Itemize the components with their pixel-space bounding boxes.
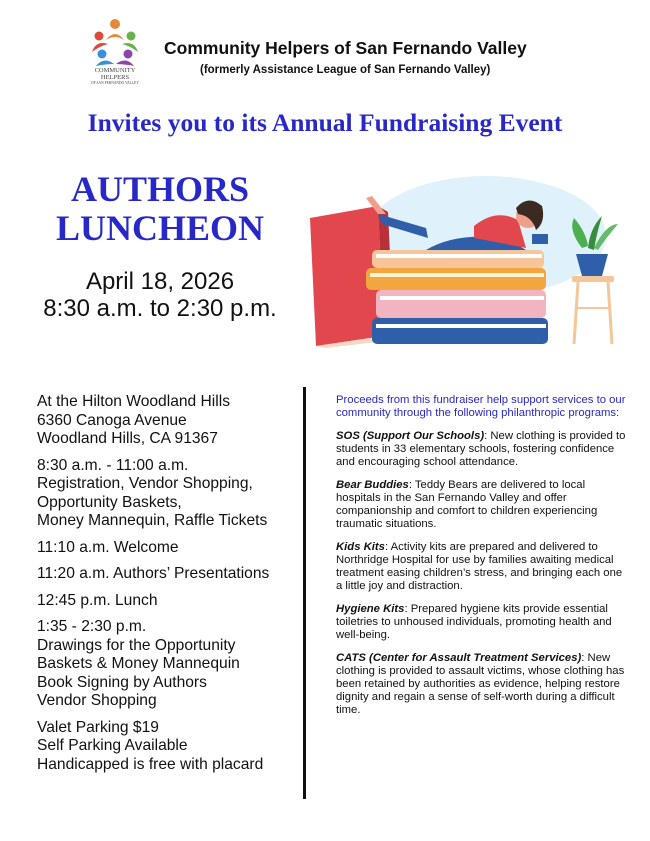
schedule-line: Registration, Vendor Shopping, — [37, 475, 253, 492]
location-block — [37, 393, 299, 449]
program-item — [336, 541, 626, 593]
organization-former-name: (formerly Assistance League of San Fernando Valley) — [200, 64, 491, 76]
schedule-line: 11:20 a.m. Authors’ Presentations — [37, 565, 270, 582]
event-title-line-1: AUTHORS — [70, 169, 250, 209]
schedule-line: Vendor Shopping — [37, 692, 157, 709]
column-divider — [303, 387, 306, 799]
schedule-block — [37, 618, 299, 711]
schedule-line: 12:45 p.m. Lunch — [37, 591, 158, 609]
program-description: : Teddy Bears are delivered to local hospitals in the San Fernando Valley and offer companionship and comfort to children experiencing traumatic situations. — [336, 479, 598, 530]
schedule-line: Baskets & Money Mannequin — [37, 655, 240, 672]
event-date: April 18, 2026 — [85, 268, 235, 295]
program-description: : Prepared hygiene kits provide essential toiletries to unhoused individuals, promoting health and well-being. — [336, 603, 612, 641]
event-title — [20, 170, 300, 248]
program-description: : Activity kits are prepared and delivered to Northridge Hospital for use by families awaiting medical treatment easing children’s stress, and bringing each one a little joy and distraction. — [336, 541, 623, 592]
parking-line: Handicapped is free with placard — [37, 755, 264, 773]
event-details — [37, 393, 299, 782]
schedule-block — [37, 539, 299, 558]
program-item — [336, 652, 626, 717]
program-item — [336, 479, 626, 531]
event-title-line-2: LUNCHEON — [55, 208, 265, 248]
invite-line: Invites you to its Annual Fundraising Event — [87, 108, 563, 137]
schedule-line: Opportunity Baskets, — [37, 493, 182, 511]
program-name: SOS (Support Our Schools) — [336, 430, 485, 442]
logo-name: COMMUNITY HELPERS — [94, 67, 136, 81]
program-description: : New clothing is provided to students in 33 elementary schools, fostering confidence and encouraging school attendance. — [336, 430, 626, 468]
program-name: Kids Kits — [336, 541, 385, 553]
schedule-block — [37, 592, 299, 611]
location-line: Woodland Hills, CA 91367 — [37, 430, 218, 447]
program-item — [336, 603, 626, 642]
logo-subname: OF SAN FERNANDO VALLEY — [91, 81, 139, 85]
schedule-block — [37, 565, 299, 584]
program-item — [336, 430, 626, 469]
location-line: At the Hilton Woodland Hills — [37, 393, 230, 410]
schedule-line: 11:10 a.m. Welcome — [37, 538, 179, 556]
parking-line: Self Parking Available — [37, 737, 188, 754]
schedule-block — [37, 457, 299, 531]
schedule-line: Drawings for the Opportunity — [37, 636, 236, 654]
logo-text — [84, 68, 146, 86]
schedule-line: 8:30 a.m. - 11:00 a.m. — [37, 456, 189, 474]
location-line: 6360 Canoga Avenue — [37, 411, 187, 429]
parking-block — [37, 719, 299, 775]
program-description: : New clothing is provided to assault victims, whose clothing has been retained by authorities as evidence, helping restore dignity and regain a sense of self-worth during a difficult time. — [336, 652, 625, 716]
organization-name: Community Helpers of San Fernando Valley — [164, 38, 527, 58]
program-name: Bear Buddies — [336, 479, 409, 491]
schedule-line: 1:35 - 2:30 p.m. — [37, 618, 147, 635]
program-name: CATS (Center for Assault Treatment Services) — [336, 652, 582, 664]
schedule-line: Book Signing by Authors — [37, 673, 207, 691]
event-time: 8:30 a.m. to 2:30 p.m. — [43, 295, 277, 322]
programs-section — [336, 394, 626, 727]
schedule-line: Money Mannequin, Raffle Tickets — [37, 512, 268, 529]
program-name: Hygiene Kits — [336, 603, 405, 615]
proceeds-intro: Proceeds from this fundraiser help support services to our community through the following philanthropic programs: — [336, 394, 626, 419]
woman-reading-on-books-illustration — [306, 158, 626, 348]
parking-line: Valet Parking $19 — [37, 718, 159, 736]
event-date-time — [20, 268, 300, 322]
